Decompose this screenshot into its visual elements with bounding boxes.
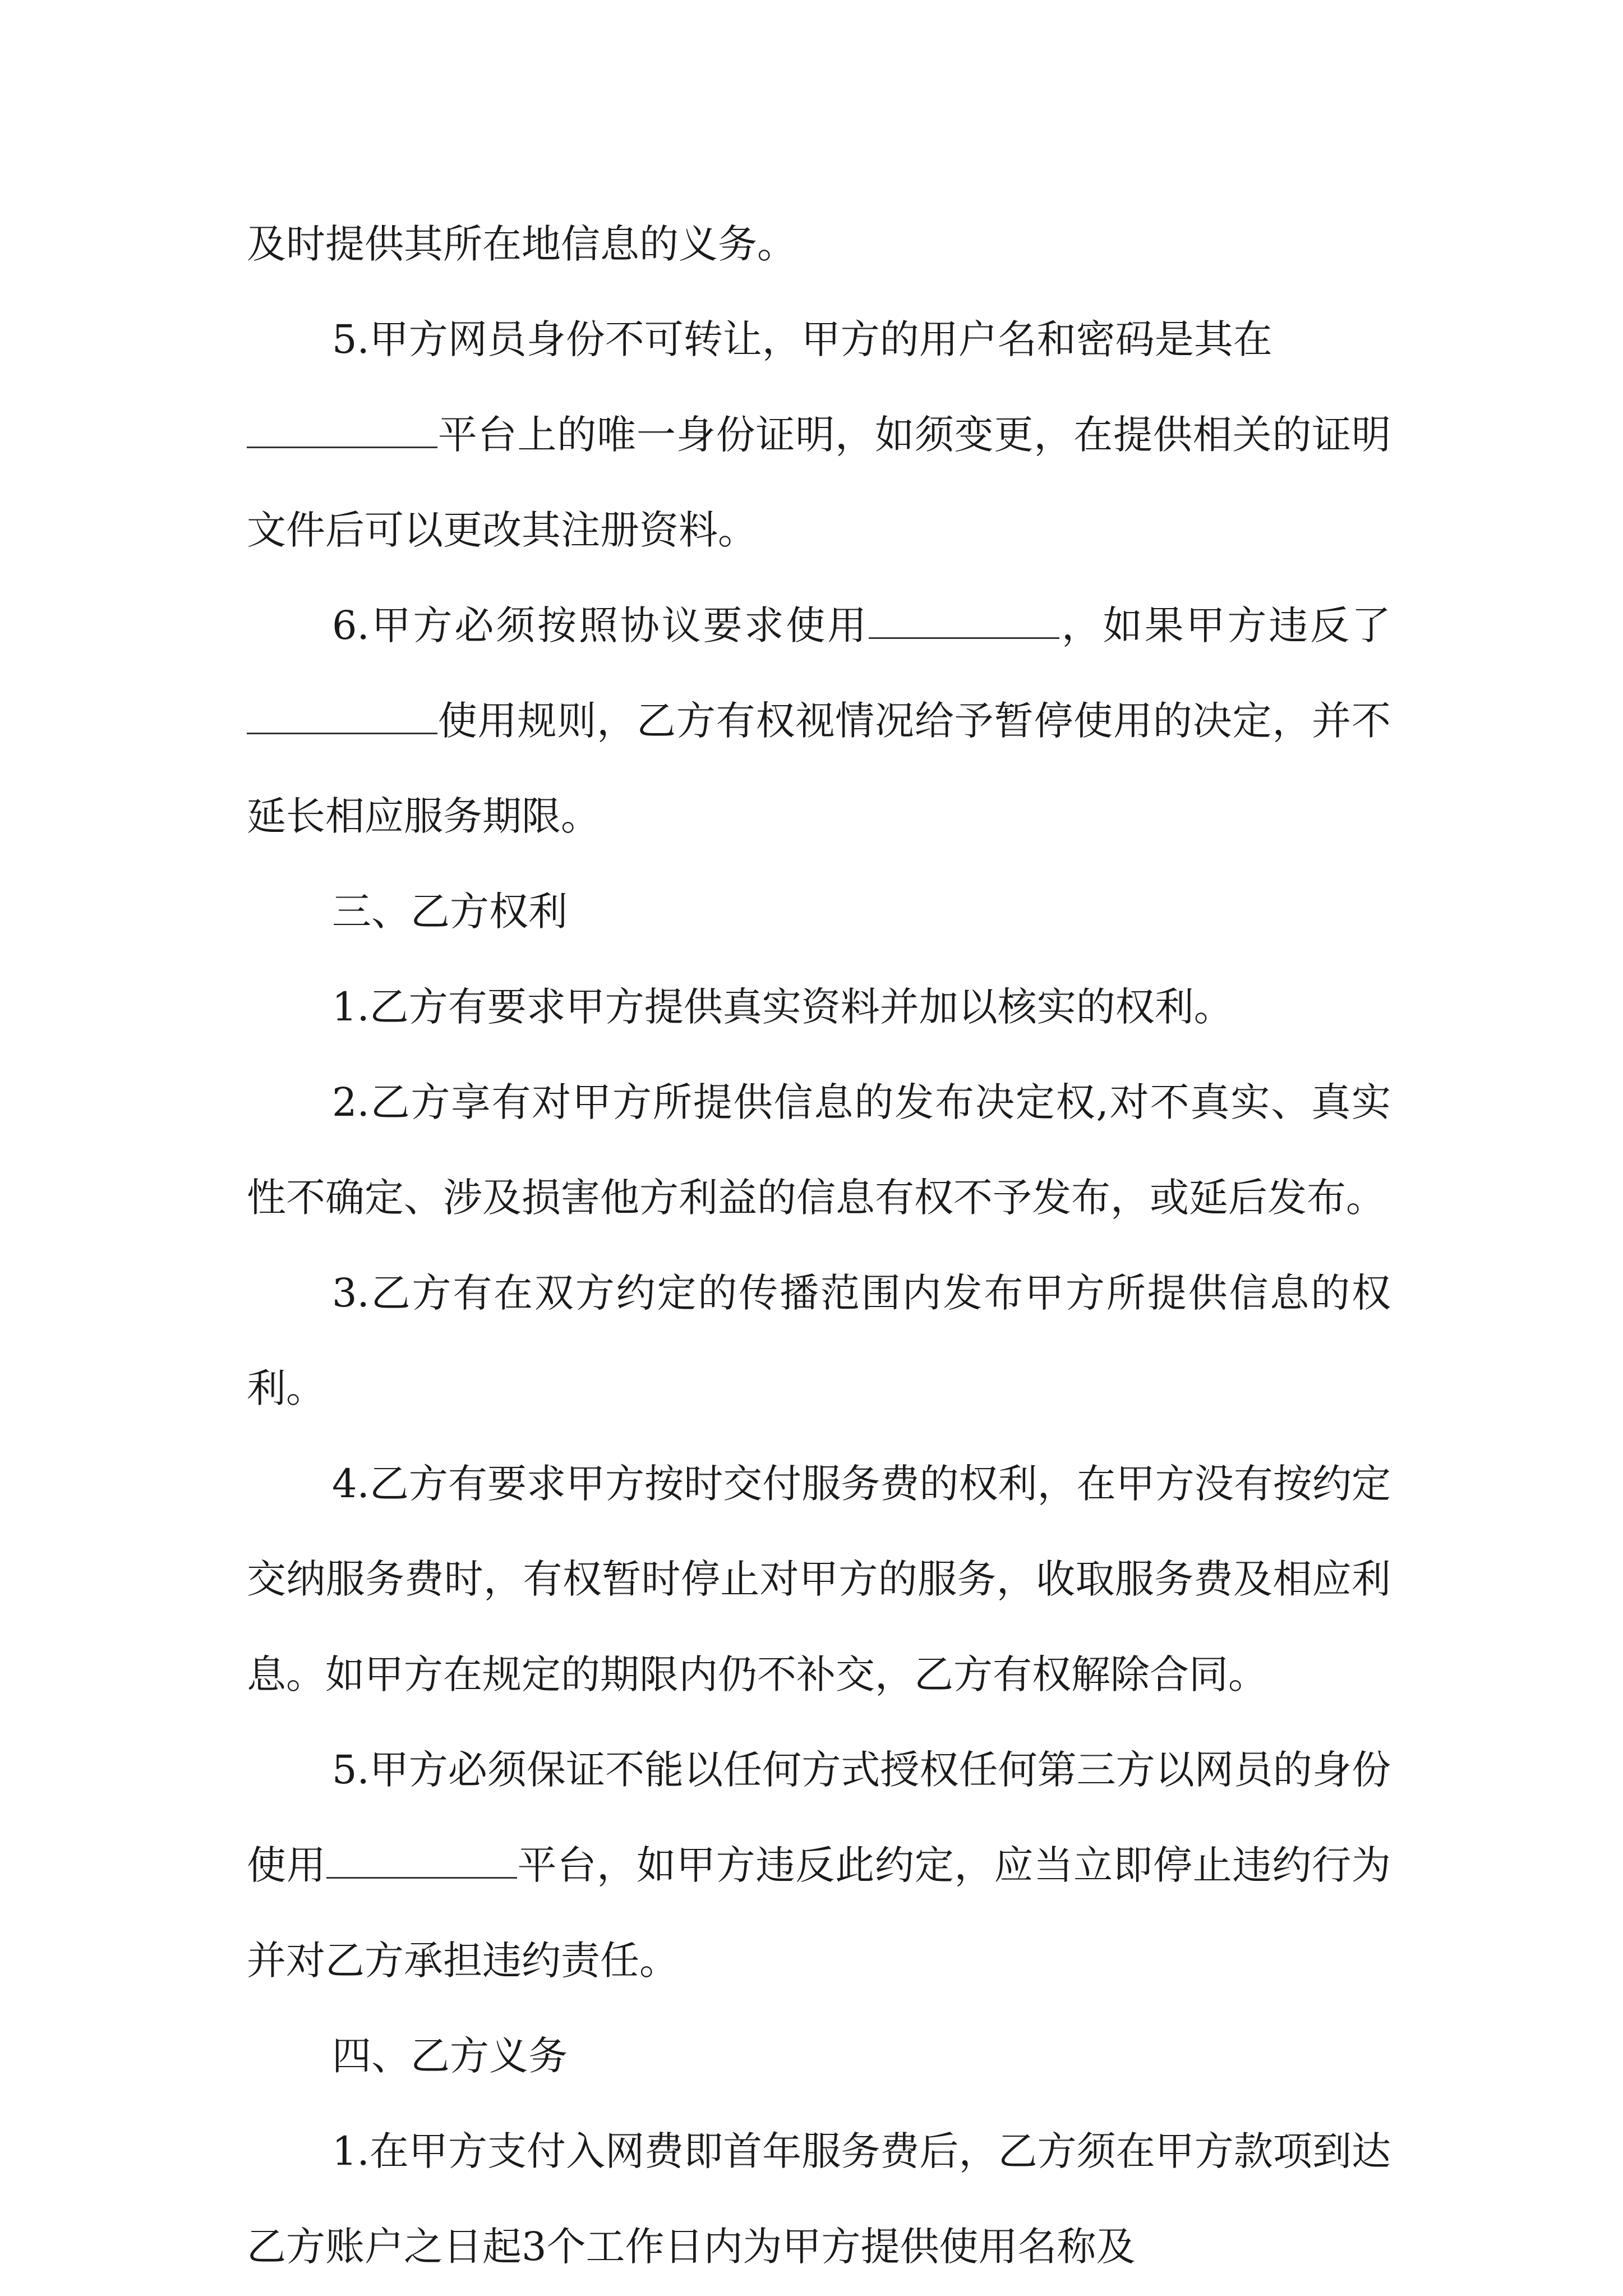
clause-right-3: 3.乙方有在双方约定的传播范围内发布甲方所提供信息的权利。 — [247, 1270, 1391, 1411]
section-heading-4: 四、乙方义务 — [332, 2033, 568, 2079]
blank-field — [247, 700, 437, 734]
clause-right-2: 2.乙方享有对甲方所提供信息的发布决定权,对不真实、真实性不确定、涉及损害他方利益的信息有权不予发布，或延后发布。 — [247, 1079, 1391, 1221]
clause-right-5: 5.甲方必须保证不能以任何方式授权任何第三方以网员的身份使用 平台，如甲方违反此约定，应当立即停止违约行为并对乙方承担违约责任。 — [247, 1747, 1391, 1984]
clause-obligation-5: 5.甲方网员身份不可转让，甲方的用户名和密码是其在 平台上的唯一身份证明，如须变更，在提供相关的证明文件后可以更改其注册资料。 — [247, 316, 1391, 553]
section-heading-3: 三、乙方权利 — [332, 889, 568, 935]
clause-right-1: 1.乙方有要求甲方提供真实资料并加以核实的权利。 — [332, 984, 1233, 1030]
blank-field — [247, 414, 437, 448]
blank-field — [869, 605, 1059, 639]
clause-right-4: 4.乙方有要求甲方按时交付服务费的权利，在甲方没有按约定交纳服务费时，有权暂时停止对甲方的服务，收取服务费及相应利息。如甲方在规定的期限内仍不补交，乙方有权解除合同。 — [247, 1461, 1391, 1697]
clause-obligation-6: 6.甲方必须按照协议要求使用 ，如果甲方违反了使用规则，乙方有权视情况给予暂停使用的决定，并不延长相应服务期限。 — [247, 602, 1391, 839]
paragraph-continuation: 及时提供其所在地信息的义务。 — [247, 221, 796, 267]
clause-duty-1: 1.在甲方支付入网费即首年服务费后，乙方须在甲方款项到达乙方账户之日起3个工作日内为甲方提供使用名称及 — [247, 2128, 1391, 2270]
document-page — [247, 196, 1391, 2294]
blank-field — [326, 1844, 517, 1879]
